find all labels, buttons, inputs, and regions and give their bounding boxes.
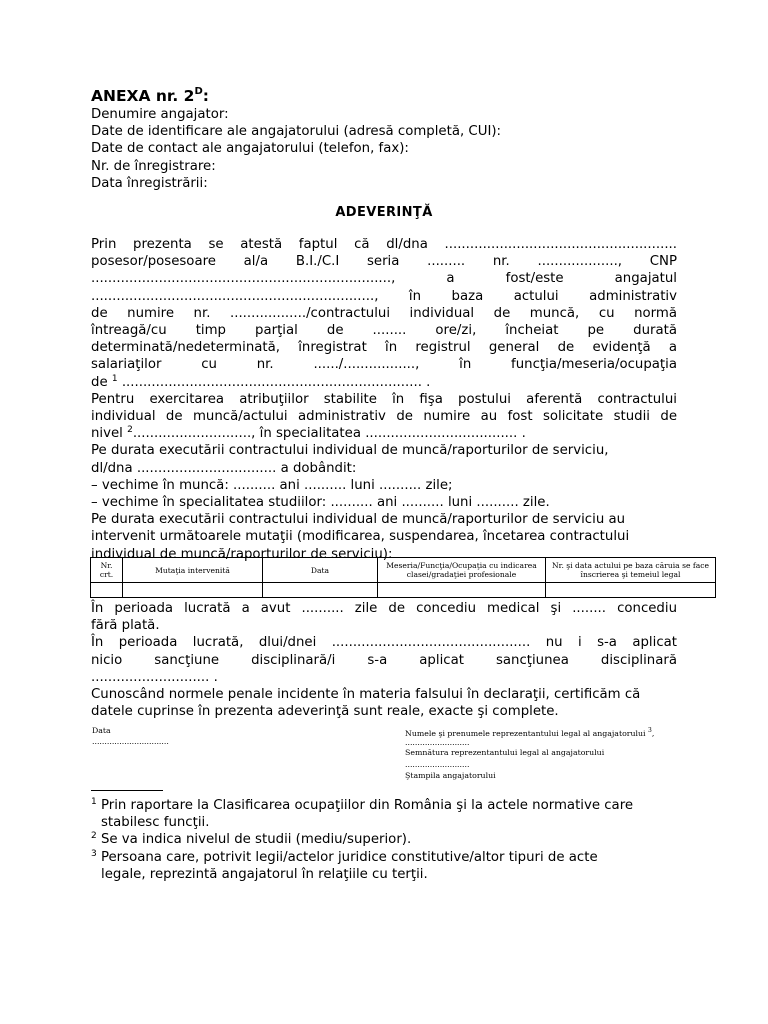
- text-line: întreagă/cu timp parţial de ........ ore/zi, încheiat pe durată: [91, 323, 677, 339]
- table-row: [91, 583, 716, 598]
- text-line: ............................ .: [91, 669, 218, 685]
- text-line: În perioada lucrată a avut .......... zile de concediu medical şi ........ concediu: [91, 601, 677, 616]
- table-cell: [378, 583, 546, 598]
- registration-date-line: Data înregistrării:: [91, 175, 208, 191]
- footnote-3: $^3$ Persoana care, potrivit legii/actelor juridice constitutive/altor tipuri de acte: [91, 848, 598, 865]
- footnote-3-cont: legale, reprezintă angajatorul în relaţiile cu terţii.: [101, 866, 428, 882]
- employer-stamp-label: Ştampila angajatorului: [405, 771, 496, 780]
- text-line: individual de muncă/raporturilor de serviciu):: [91, 546, 393, 562]
- employer-name-line: Denumire angajator:: [91, 107, 229, 122]
- text-line: fără plată.: [91, 618, 160, 634]
- paragraph-declaration: [91, 686, 677, 720]
- employer-id-line: Date de identificare ale angajatorului (adresă completă, CUI):: [91, 124, 502, 140]
- representative-signature-dots: ..........................: [405, 760, 470, 769]
- text-line: datele cuprinse în prezenta adeverinţă sunt reale, exacte şi complete.: [91, 704, 559, 720]
- table-cell: [123, 583, 263, 598]
- text-line: posesor/posesoare al/a B.I./C.I seria ......... nr. ..................., CNP: [91, 254, 677, 270]
- paragraph-mutations: [91, 511, 677, 563]
- representative-name-dots: ..........................: [405, 738, 470, 747]
- text-line: de $^1$ ....................................................................... .: [91, 373, 431, 390]
- text-line: Pentru exercitarea atribuţiilor stabilite în fişa postului aferentă contractului: [91, 391, 677, 407]
- registration-number-line: Nr. de înregistrare:: [91, 158, 216, 174]
- certificate-body-continued: [91, 600, 677, 720]
- footnote-1-cont: stabilesc funcţii.: [101, 815, 210, 831]
- text-line: determinată/nedeterminată, înregistrat în registrul general de evidenţă a: [91, 340, 677, 356]
- text-line: Prin prezenta se atestă faptul că dl/dna .......................................................: [91, 237, 677, 252]
- certificate-body: [91, 236, 677, 563]
- footnote-2: $^2$ Se va indica nivelul de studii (mediu/superior).: [91, 831, 412, 848]
- text-line: de numire nr. ................../contractului individual de muncă, cu normă: [91, 305, 677, 321]
- table-header-row: [91, 558, 716, 583]
- col-header-nr: Nr. crt.: [91, 558, 123, 583]
- col-header-date: Data: [263, 558, 378, 583]
- text-line: În perioada lucrată, dlui/dnei ............................................... nu i s-a aplicat: [91, 635, 677, 651]
- text-line: – vechime în muncă: .......... ani .......... luni .......... zile;: [91, 477, 453, 493]
- text-line: nicio sancţiune disciplinară/i s-a aplicat sancţiunea disciplinară: [91, 652, 677, 668]
- table-cell: [263, 583, 378, 598]
- footnote-ref: 2: [127, 425, 133, 436]
- representative-name-label: Numele şi prenumele reprezentantului legal al angajatorului $^3$,: [405, 727, 655, 738]
- paragraph-seniority: [91, 442, 677, 511]
- text-line: salariaţilor cu nr. ....../................., în funcţia/meseria/ocupaţia: [91, 357, 677, 373]
- document-title: ADEVERINŢĂ: [335, 205, 433, 220]
- mutations-table: [90, 557, 716, 598]
- employer-contact-line: Date de contact ale angajatorului (telefon, fax):: [91, 141, 409, 157]
- paragraph-studies: [91, 391, 677, 443]
- col-header-occupation: Meseria/Funcţia/Ocupaţia cu indicarea clasei/gradaţiei profesionale: [378, 558, 546, 583]
- col-header-mutation: Mutaţia intervenită: [123, 558, 263, 583]
- paragraph-sanctions: [91, 634, 677, 686]
- representative-signature-label: Semnătura reprezentantului legal al angajatorului: [405, 748, 605, 757]
- annex-title: ANEXA nr. $2^D$:: [91, 86, 209, 105]
- text-line: intervenit următoarele mutaţii (modificarea, suspendarea, încetarea contractului: [91, 529, 630, 545]
- text-line: Pe durata executării contractului individual de muncă/raporturilor de serviciu au: [91, 512, 626, 528]
- signature-date-label: Data: [92, 726, 111, 735]
- footnote-separator: [91, 790, 163, 791]
- paragraph-leave: [91, 600, 677, 634]
- table-cell: [91, 583, 123, 598]
- signature-date-dots: ...............................: [92, 737, 169, 746]
- text-line: Pe durata executării contractului individual de muncă/raporturilor de serviciu,: [91, 443, 609, 459]
- paragraph-employment: [91, 236, 677, 391]
- text-line: Cunoscând normele penale incidente în materia falsului în declaraţii, certificăm că: [91, 687, 641, 703]
- text-line: ..................................................................., în baza actului administrativ: [91, 288, 677, 304]
- employer-header: [91, 106, 691, 192]
- text-line: dl/dna ................................. a dobândit:: [91, 460, 357, 476]
- footnotes: [91, 797, 691, 883]
- text-line: individual de muncă/actului administrativ de numire au fost solicitate studii de: [91, 409, 677, 425]
- footnote-ref: 1: [111, 373, 118, 384]
- footnote-1: $^1$ Prin raportare la Clasificarea ocupaţiilor din România şi la actele normative care: [91, 797, 634, 813]
- col-header-act: Nr. şi data actului pe baza căruia se face înscrierea şi temeiul legal: [546, 558, 716, 583]
- text-line: nivel $^2$............................, în specialitatea .................................... .: [91, 425, 526, 442]
- text-line: ......................................................................., a fost/este angajatul: [91, 271, 677, 287]
- table-cell: [546, 583, 716, 598]
- text-line: – vechime în specialitatea studiilor: .......... ani .......... luni .......... zile.: [91, 495, 550, 511]
